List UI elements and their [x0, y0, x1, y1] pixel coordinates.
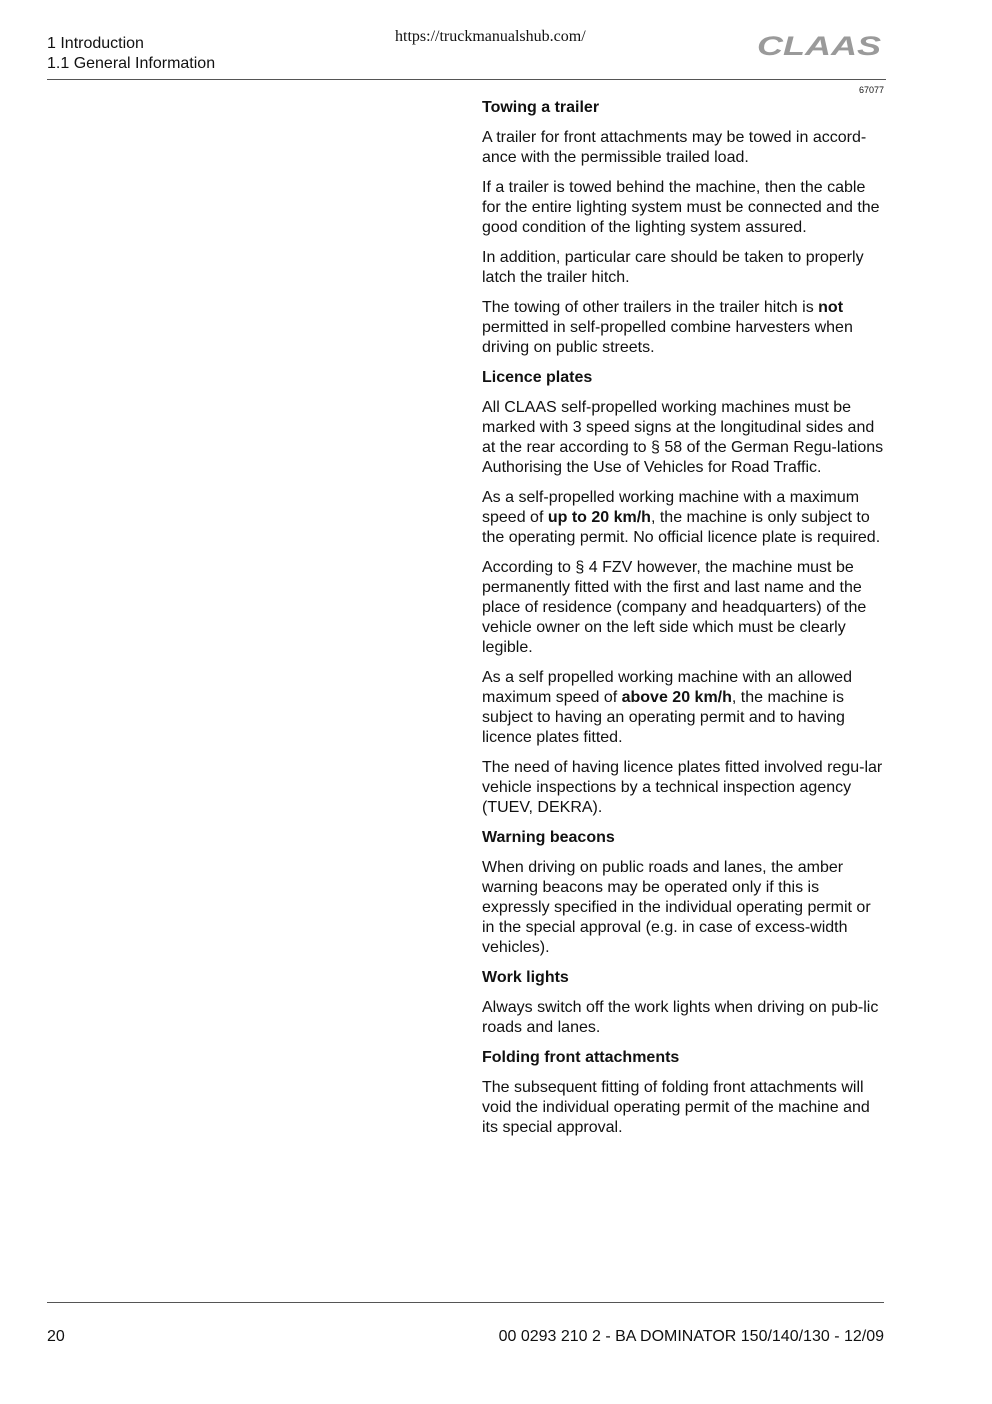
paragraph-text: When driving on public roads and lanes, the amber warning beacons may be operated only if this is expressly specified in the individual operating permit or in the special approval (e.g. in case of excess-width vehicles).: [482, 859, 871, 956]
paragraph-text: The towing of other trailers in the trailer hitch is: [482, 299, 819, 316]
emphasis-text: up to 20 km/h: [547, 509, 651, 526]
body-paragraph: [482, 488, 886, 548]
paragraph-text: permitted in self-propelled combine harvesters when driving on public streets.: [482, 319, 853, 356]
body-paragraph: [482, 128, 886, 168]
paragraph-text: If a trailer is towed behind the machine, then the cable for the entire lighting system must be connected and the good condition of the lighting system assured.: [482, 179, 880, 236]
section-heading: Work lights: [482, 969, 569, 986]
body-paragraph: [482, 1078, 886, 1138]
body-paragraph: [482, 758, 886, 818]
body-paragraph: [482, 998, 886, 1038]
source-url[interactable]: https://truckmanualshub.com/: [395, 28, 586, 45]
paragraph-text: , the machine is subject to having an operating permit and to having licence plates fitted.: [482, 689, 845, 746]
section-heading: Towing a trailer: [482, 99, 600, 116]
paragraph-text: All CLAAS self-propelled working machines must be marked with 3 speed signs at the longitudinal sides and at the rear according to § 58 of the German Regu-lations Authorising the Use of Vehicles for Road Traffic.: [482, 399, 884, 476]
body-paragraph: [482, 858, 886, 958]
footer-divider: [47, 1302, 884, 1303]
chapter-title: 1 Introduction: [47, 35, 144, 52]
body-paragraph: [482, 558, 886, 658]
section-title: 1.1 General Information: [47, 55, 216, 72]
figure-code: 67077: [858, 85, 884, 95]
paragraph-text: Always switch off the work lights when driving on pub-lic roads and lanes.: [482, 999, 879, 1036]
page-number: 20: [47, 1328, 65, 1345]
header-divider: [47, 79, 886, 80]
body-paragraph: [482, 668, 886, 748]
section-heading: Warning beacons: [482, 829, 615, 846]
section-heading: Licence plates: [482, 369, 593, 386]
running-header: [47, 34, 215, 74]
paragraph-text: A trailer for front attachments may be towed in accord-ance with the permissible trailed load.: [482, 129, 867, 166]
logo-text: CLAAS: [757, 33, 881, 59]
paragraph-text: The subsequent fitting of folding front attachments will void the individual operating permit of the machine and its special approval.: [482, 1079, 870, 1136]
section-heading: Folding front attachments: [482, 1049, 680, 1066]
paragraph-text: As a self-propelled working machine with a maximum speed of: [482, 489, 860, 526]
paragraph-text: In addition, particular care should be taken to properly latch the trailer hitch.: [482, 249, 864, 286]
paragraph-text: As a self propelled working machine with an allowed maximum speed of: [482, 669, 852, 706]
body-paragraph: [482, 298, 886, 358]
emphasis-text: above 20 km/h: [621, 689, 732, 706]
paragraph-text: The need of having licence plates fitted involved regu-lar vehicle inspections by a technical inspection agency (TUEV, DEKRA).: [482, 759, 883, 816]
claas-logo: [755, 33, 885, 59]
body-paragraph: [482, 398, 886, 478]
document-reference: 00 0293 210 2 - BA DOMINATOR 150/140/130 - 12/09: [498, 1328, 884, 1345]
body-paragraph: [482, 178, 886, 238]
paragraph-text: According to § 4 FZV however, the machine must be permanently fitted with the first and last name and the place of residence (company and headquarters) of the vehicle owner on the left side which must be clearly legible.: [482, 559, 867, 656]
main-content-column: [482, 98, 886, 1148]
body-paragraph: [482, 248, 886, 288]
emphasis-text: not: [818, 299, 844, 316]
paragraph-text: , the machine is only subject to the operating permit. No official licence plate is required.: [482, 509, 881, 546]
